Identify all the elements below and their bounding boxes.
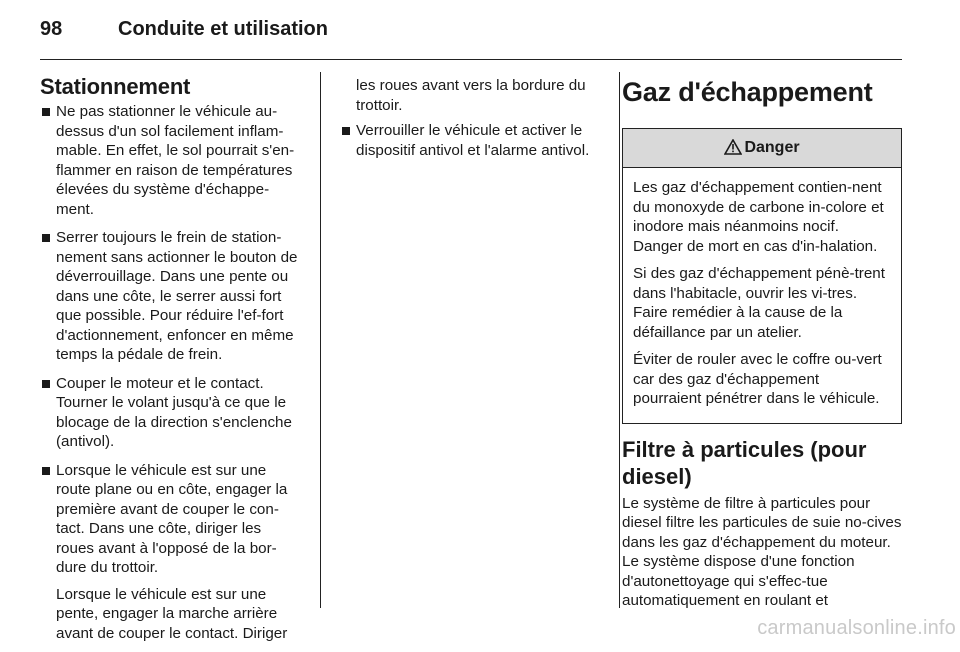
filter-description-paragraph: Le système de filtre à particules pour diesel filtre les particules de suie no-cives dans les gaz d'échappement du moteur. Le système dispose d'une fonction d'autonettoyage qui s'effec-tue automatiquement en roulant et xyxy=(622,494,902,609)
list-item-text: Verrouiller le véhicule et activer le dispositif antivol et l'alarme antivol. xyxy=(356,122,590,159)
middle-column xyxy=(340,76,602,169)
parking-instructions-list-continued xyxy=(340,76,602,160)
list-item xyxy=(340,121,602,160)
right-column xyxy=(622,70,902,611)
left-column xyxy=(40,70,302,652)
list-item-continuation: Lorsque le véhicule est sur une pente, engager la marche arrière avant de couper le contact. Diriger xyxy=(56,585,288,642)
parking-instructions-list xyxy=(40,102,302,643)
list-item-text: Lorsque le véhicule est sur une route plane ou en côte, engager la première avant de couper le con-tact. Dans une côte, diriger les roues avant à l'opposé de la bor-dure du trottoir. xyxy=(56,461,288,576)
list-item xyxy=(40,374,302,452)
square-bullet-icon xyxy=(42,108,50,116)
list-item-text: Ne pas stationner le véhicule au-dessus d'un sol facilement inflam-mable. En effet, le sol pourrait s'en-flammer en raison de températures élevées du système d'échappe-ment. xyxy=(56,103,295,218)
square-bullet-icon xyxy=(42,467,50,475)
watermark: carmanualsonline.info xyxy=(757,617,956,639)
square-bullet-icon xyxy=(42,234,50,242)
list-item xyxy=(40,228,302,365)
danger-paragraph: Les gaz d'échappement contien-nent du monoxyde de carbone in-colore et inodore mais néanmoins nocif. Danger de mort en cas d'in-halation. xyxy=(633,179,884,255)
list-item-text: Couper le moteur et le contact. Tourner le volant jusqu'à ce que le blocage de la direction s'enclenche (antivol). xyxy=(56,374,292,450)
page-header xyxy=(40,18,328,48)
danger-warning-box xyxy=(622,128,902,424)
list-item-text: Serrer toujours le frein de station-nement sans actionner le bouton de déverrouillage. Dans une pente ou dans une côte, le serrer aussi fort que possible. Pour réduire l'ef-fort d'actionnement, enfoncer en même temps la pédale de frein. xyxy=(56,229,298,363)
danger-header xyxy=(623,129,901,168)
page-number: 98 xyxy=(40,18,63,40)
column-divider-right xyxy=(619,72,620,608)
column-divider-left xyxy=(320,72,321,608)
continued-text: les roues avant vers la bordure du trottoir. xyxy=(356,77,586,114)
chapter-title: Conduite et utilisation xyxy=(118,18,328,40)
list-item xyxy=(40,102,302,219)
section-heading-gaz-echappement: Gaz d'échappement xyxy=(622,77,873,107)
list-item xyxy=(40,461,302,644)
section-heading-stationnement: Stationnement xyxy=(40,74,191,99)
warning-triangle-icon xyxy=(724,139,742,155)
danger-title: Danger xyxy=(744,139,800,157)
subheading-filtre-particules: Filtre à particules (pour diesel) xyxy=(622,436,867,489)
danger-paragraph: Éviter de rouler avec le coffre ou-vert car des gaz d'échappement pourraient pénétrer dans le véhicule. xyxy=(633,351,882,407)
list-item-continued xyxy=(340,76,602,115)
danger-paragraph: Si des gaz d'échappement pénè-trent dans l'habitacle, ouvrir les vi-tres. Faire remédier à la cause de la défaillance par un atelier. xyxy=(633,265,885,341)
square-bullet-icon xyxy=(42,380,50,388)
danger-body xyxy=(623,168,901,423)
square-bullet-icon xyxy=(342,127,350,135)
header-divider xyxy=(40,59,902,60)
